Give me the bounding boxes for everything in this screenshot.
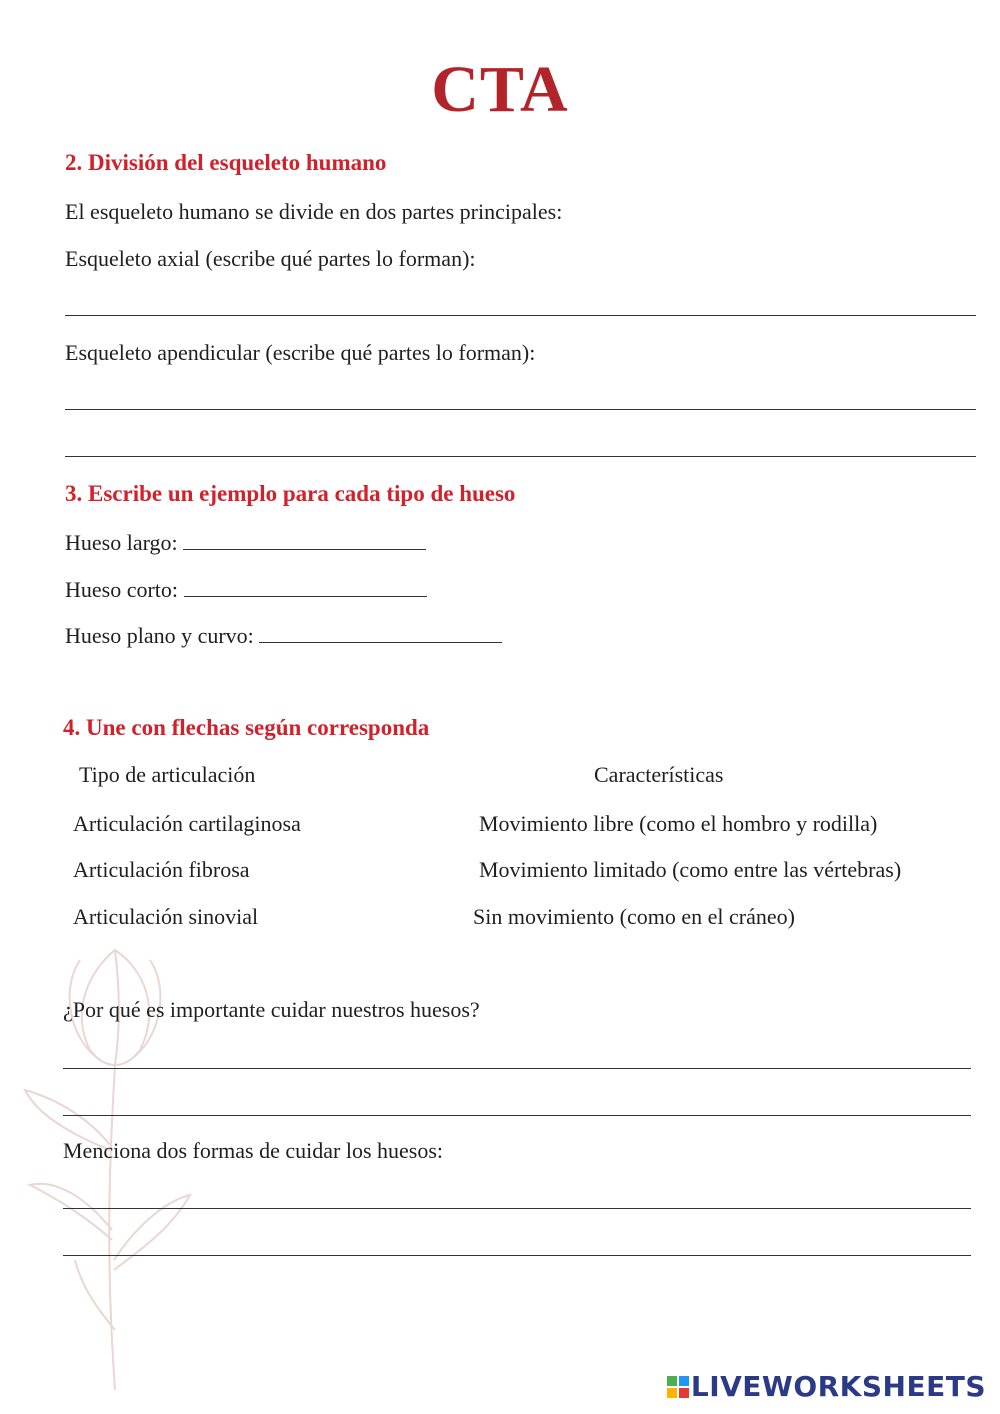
right-item-libre[interactable]: Movimiento libre (como el hombro y rodilla) (479, 811, 878, 836)
apendicular-answer-line-1[interactable] (65, 409, 976, 410)
section-3-heading: 3. Escribe un ejemplo para cada tipo de hueso (65, 481, 516, 506)
right-item-sin-movimiento[interactable]: Sin movimiento (como en el cráneo) (473, 904, 795, 929)
hueso-plano-blank[interactable] (259, 622, 502, 643)
hueso-largo-label: Hueso largo: (65, 530, 178, 555)
question-cuidar-huesos: ¿Por qué es importante cuidar nuestros huesos? (63, 997, 480, 1022)
liveworksheets-logo-icon (667, 1376, 689, 1398)
section-2-heading: 2. División del esqueleto humano (65, 150, 387, 175)
hueso-largo-item (65, 529, 426, 556)
right-column-header: Características (594, 762, 724, 787)
apendicular-answer-line-2[interactable] (65, 456, 976, 457)
hueso-plano-item (65, 622, 502, 649)
axial-prompt: Esqueleto axial (escribe qué partes lo forman): (65, 246, 476, 271)
hueso-corto-item (65, 576, 427, 603)
question-formas-cuidar: Menciona dos formas de cuidar los huesos: (63, 1138, 444, 1163)
hueso-corto-label: Hueso corto: (65, 577, 179, 602)
section-2-intro: El esqueleto humano se divide en dos partes principales: (65, 199, 563, 224)
apendicular-prompt: Esqueleto apendicular (escribe qué partes lo forman): (65, 340, 536, 365)
liveworksheets-logo (667, 1370, 986, 1403)
question-1-answer-line-1[interactable] (63, 1068, 971, 1069)
page-title: CTA (431, 53, 569, 126)
hueso-plano-label: Hueso plano y curvo: (65, 623, 254, 648)
left-item-fibrosa[interactable]: Articulación fibrosa (73, 857, 250, 882)
hueso-corto-blank[interactable] (184, 576, 427, 597)
question-2-answer-line-1[interactable] (63, 1208, 971, 1209)
liveworksheets-brand: LIVEWORKSHEETS (690, 1370, 986, 1403)
hueso-largo-blank[interactable] (183, 529, 426, 550)
left-item-cartilaginosa[interactable]: Articulación cartilaginosa (73, 811, 301, 836)
question-2-answer-line-2[interactable] (63, 1255, 971, 1256)
axial-answer-line[interactable] (65, 315, 976, 316)
left-item-sinovial[interactable]: Articulación sinovial (73, 904, 259, 929)
question-1-answer-line-2[interactable] (63, 1115, 971, 1116)
section-4-heading: 4. Une con flechas según corresponda (63, 715, 430, 740)
right-item-limitado[interactable]: Movimiento limitado (como entre las vértebras) (479, 857, 902, 882)
left-column-header: Tipo de articulación (79, 762, 256, 787)
